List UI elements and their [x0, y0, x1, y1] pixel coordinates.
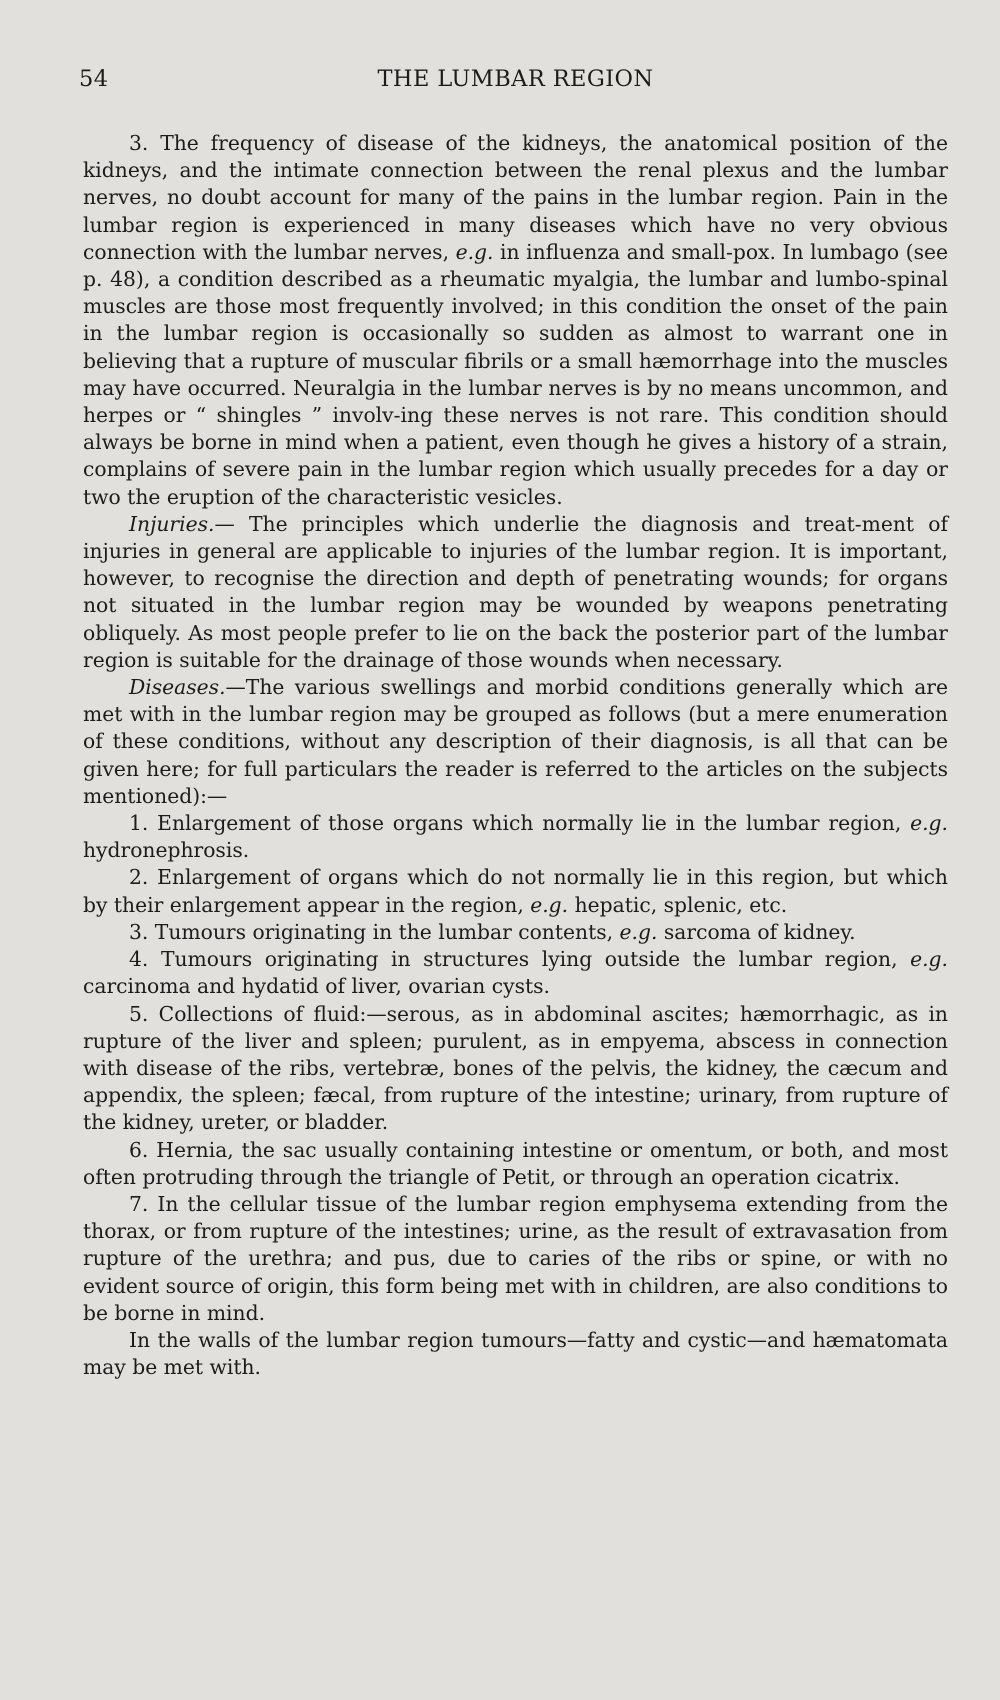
diseases-heading: Diseases.	[129, 675, 226, 700]
paragraph-kidneys: 3. The frequency of disease of the kidneys, the anatomical position of the kidneys, and the intimate connection between the renal plexus and the lumbar nerves, no doubt account for many of the pains in the lumbar region. Pain in the lumbar region is experienced in many diseases which have no very obvious connection with the lumbar nerves, e.g. in influenza and small-pox. In lumbago (see p. 48), a condition described as a rheumatic myalgia, the lumbar and lumbo-spinal muscles are those most frequently involved; in this condition the onset of the pain in the lumbar region is occasionally so sudden as almost to warrant one in believing that a rupture of muscular fibrils or a small hæmorrhage into the muscles may have occurred. Neuralgia in the lumbar nerves is by no means uncommon, and herpes or “ shingles ” involv-ing these nerves is not rare. This condition should always be borne in mind when a patient, even though he gives a history of a strain, complains of severe pain in the lumbar region which usually precedes for a day or two the eruption of the characteristic vesicles.	[83, 131, 949, 509]
injuries-heading: Injuries.	[129, 511, 215, 536]
page-header	[79, 66, 948, 106]
list-item: 3. Tumours originating in the lumbar contents, e.g. sarcoma of kidney.	[129, 919, 856, 944]
list-item: 5. Collections of fluid:—serous, as in abdominal ascites; hæmorrhagic, as in rupture of the liver and spleen; purulent, as in empyema, abscess in connection with disease of the ribs, vertebræ, bones of the pelvis, the kidney, the cæcum and appendix, the spleen; fæcal, from rupture of the intestine; urinary, from rupture of the kidney, ureter, or bladder.	[83, 1001, 948, 1135]
list-item: 1. Enlargement of those organs which normally lie in the lumbar region, e.g. hydronephrosis.	[83, 811, 948, 863]
paragraph-closing: In the walls of the lumbar region tumours—fatty and cystic—and hæmatomata may be met with.	[83, 1327, 948, 1380]
paragraph-injuries: Injuries.— The principles which underlie the diagnosis and treat-ment of injuries in general are applicable to injuries of the lumbar region. It is important, however, to recognise the direction and depth of penetrating wounds; for organs not situated in the lumbar region may be wounded by weapons penetrating obliquely. As most people prefer to lie on the back the posterior part of the lumbar region is suitable for the drainage of those wounds when necessary.	[83, 511, 948, 672]
list-item: 2. Enlargement of organs which do not normally lie in this region, but which by their enlargement appear in the region, e.g. hepatic, splenic, etc.	[83, 865, 948, 917]
list-item: 7. In the cellular tissue of the lumbar region emphysema extending from the thorax, or from rupture of the intestines; urine, as the result of extravasation from rupture of the urethra; and pus, due to caries of the ribs or spine, or with no evident source of origin, this form being met with in children, are also conditions to be borne in mind.	[83, 1191, 948, 1325]
body-text	[83, 130, 948, 1381]
list-item: 4. Tumours originating in structures lying outside the lumbar region, e.g. carcinoma and hydatid of liver, ovarian cysts.	[83, 947, 948, 999]
running-head: THE LUMBAR REGION	[377, 66, 654, 92]
list-item: 6. Hernia, the sac usually containing intestine or omentum, or both, and most often protruding through the triangle of Petit, or through an operation cicatrix.	[83, 1137, 948, 1189]
page-number: 54	[79, 66, 109, 92]
paragraph-diseases: Diseases.—The various swellings and morbid conditions generally which are met with in the lumbar region may be grouped as follows (but a mere enumeration of these conditions, without any description of their diagnosis, is all that can be given here; for full particulars the reader is referred to the articles on the subjects mentioned):—	[83, 675, 948, 808]
